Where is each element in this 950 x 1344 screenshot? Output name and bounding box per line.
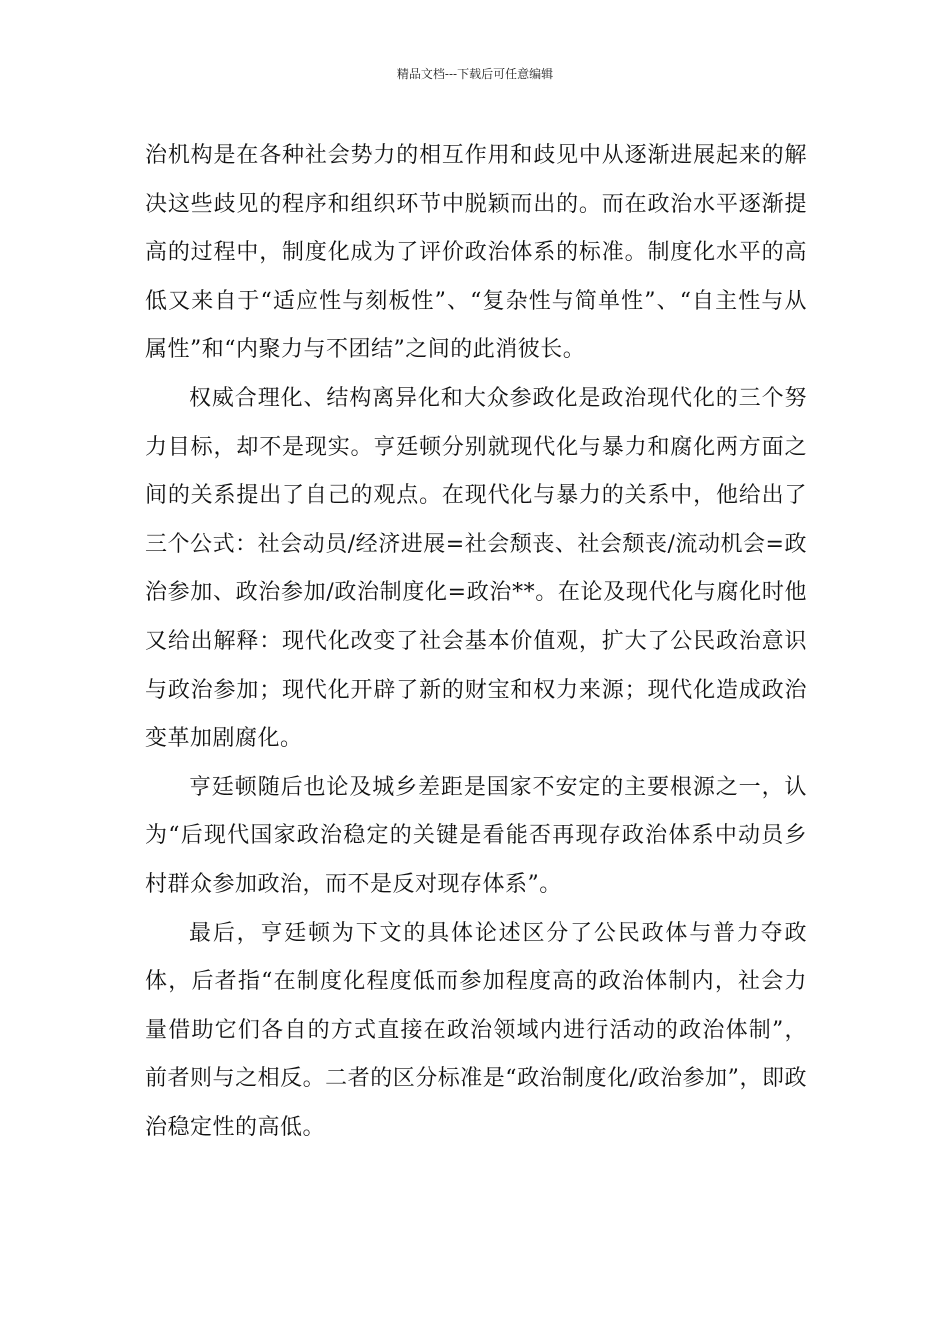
document-body [145,132,807,1152]
paragraph-urban-rural-gap: 亨廷顿随后也论及城乡差距是国家不安定的主要根源之一，认为“后现代国家政治稳定的关键是看能否再现存政治体系中动员乡村群众参加政治，而不是反对现存体系”。 [145,774,807,897]
paragraph-modernization-goals: 权威合理化、结构离异化和大众参政化是政治现代化的三个努力目标，却不是现实。亨廷顿分别就现代化与暴力和腐化两方面之间的关系提出了自己的观点。在现代化与暴力的关系中，他给出了三个公式：社会动员/经济进展=社会颓丧、社会颓丧/流动机会=政治参加、政治参加/政治制度化=政治**。在论及现代化与腐化时他又给出解释：现代化改变了社会基本价值观，扩大了公民政治意识与政治参加；现代化开辟了新的财宝和权力来源；现代化造成政治变革加剧腐化。 [145,385,807,752]
page-header: 精品文档---下载后可任意编辑 [396,67,554,81]
paragraph-polity-types: 最后，亨廷顿为下文的具体论述区分了公民政体与普力夺政体，后者指“在制度化程度低而参加程度高的政治体制内，社会力量借助它们各自的方式直接在政治领域内进行活动的政治体制”，前者则与之相反。二者的区分标准是“政治制度化/政治参加”，即政治稳定性的高低。 [145,920,807,1140]
paragraph-continued: 治机构是在各种社会势力的相互作用和歧见中从逐渐进展起来的解决这些歧见的程序和组织环节中脱颖而出的。而在政治水平逐渐提高的过程中，制度化成为了评价政治体系的标准。制度化水平的高低又来自于“适应性与刻板性”、“复杂性与简单性”、“自主性与从属性”和“内聚力与不团结”之间的此消彼长。 [145,143,807,363]
